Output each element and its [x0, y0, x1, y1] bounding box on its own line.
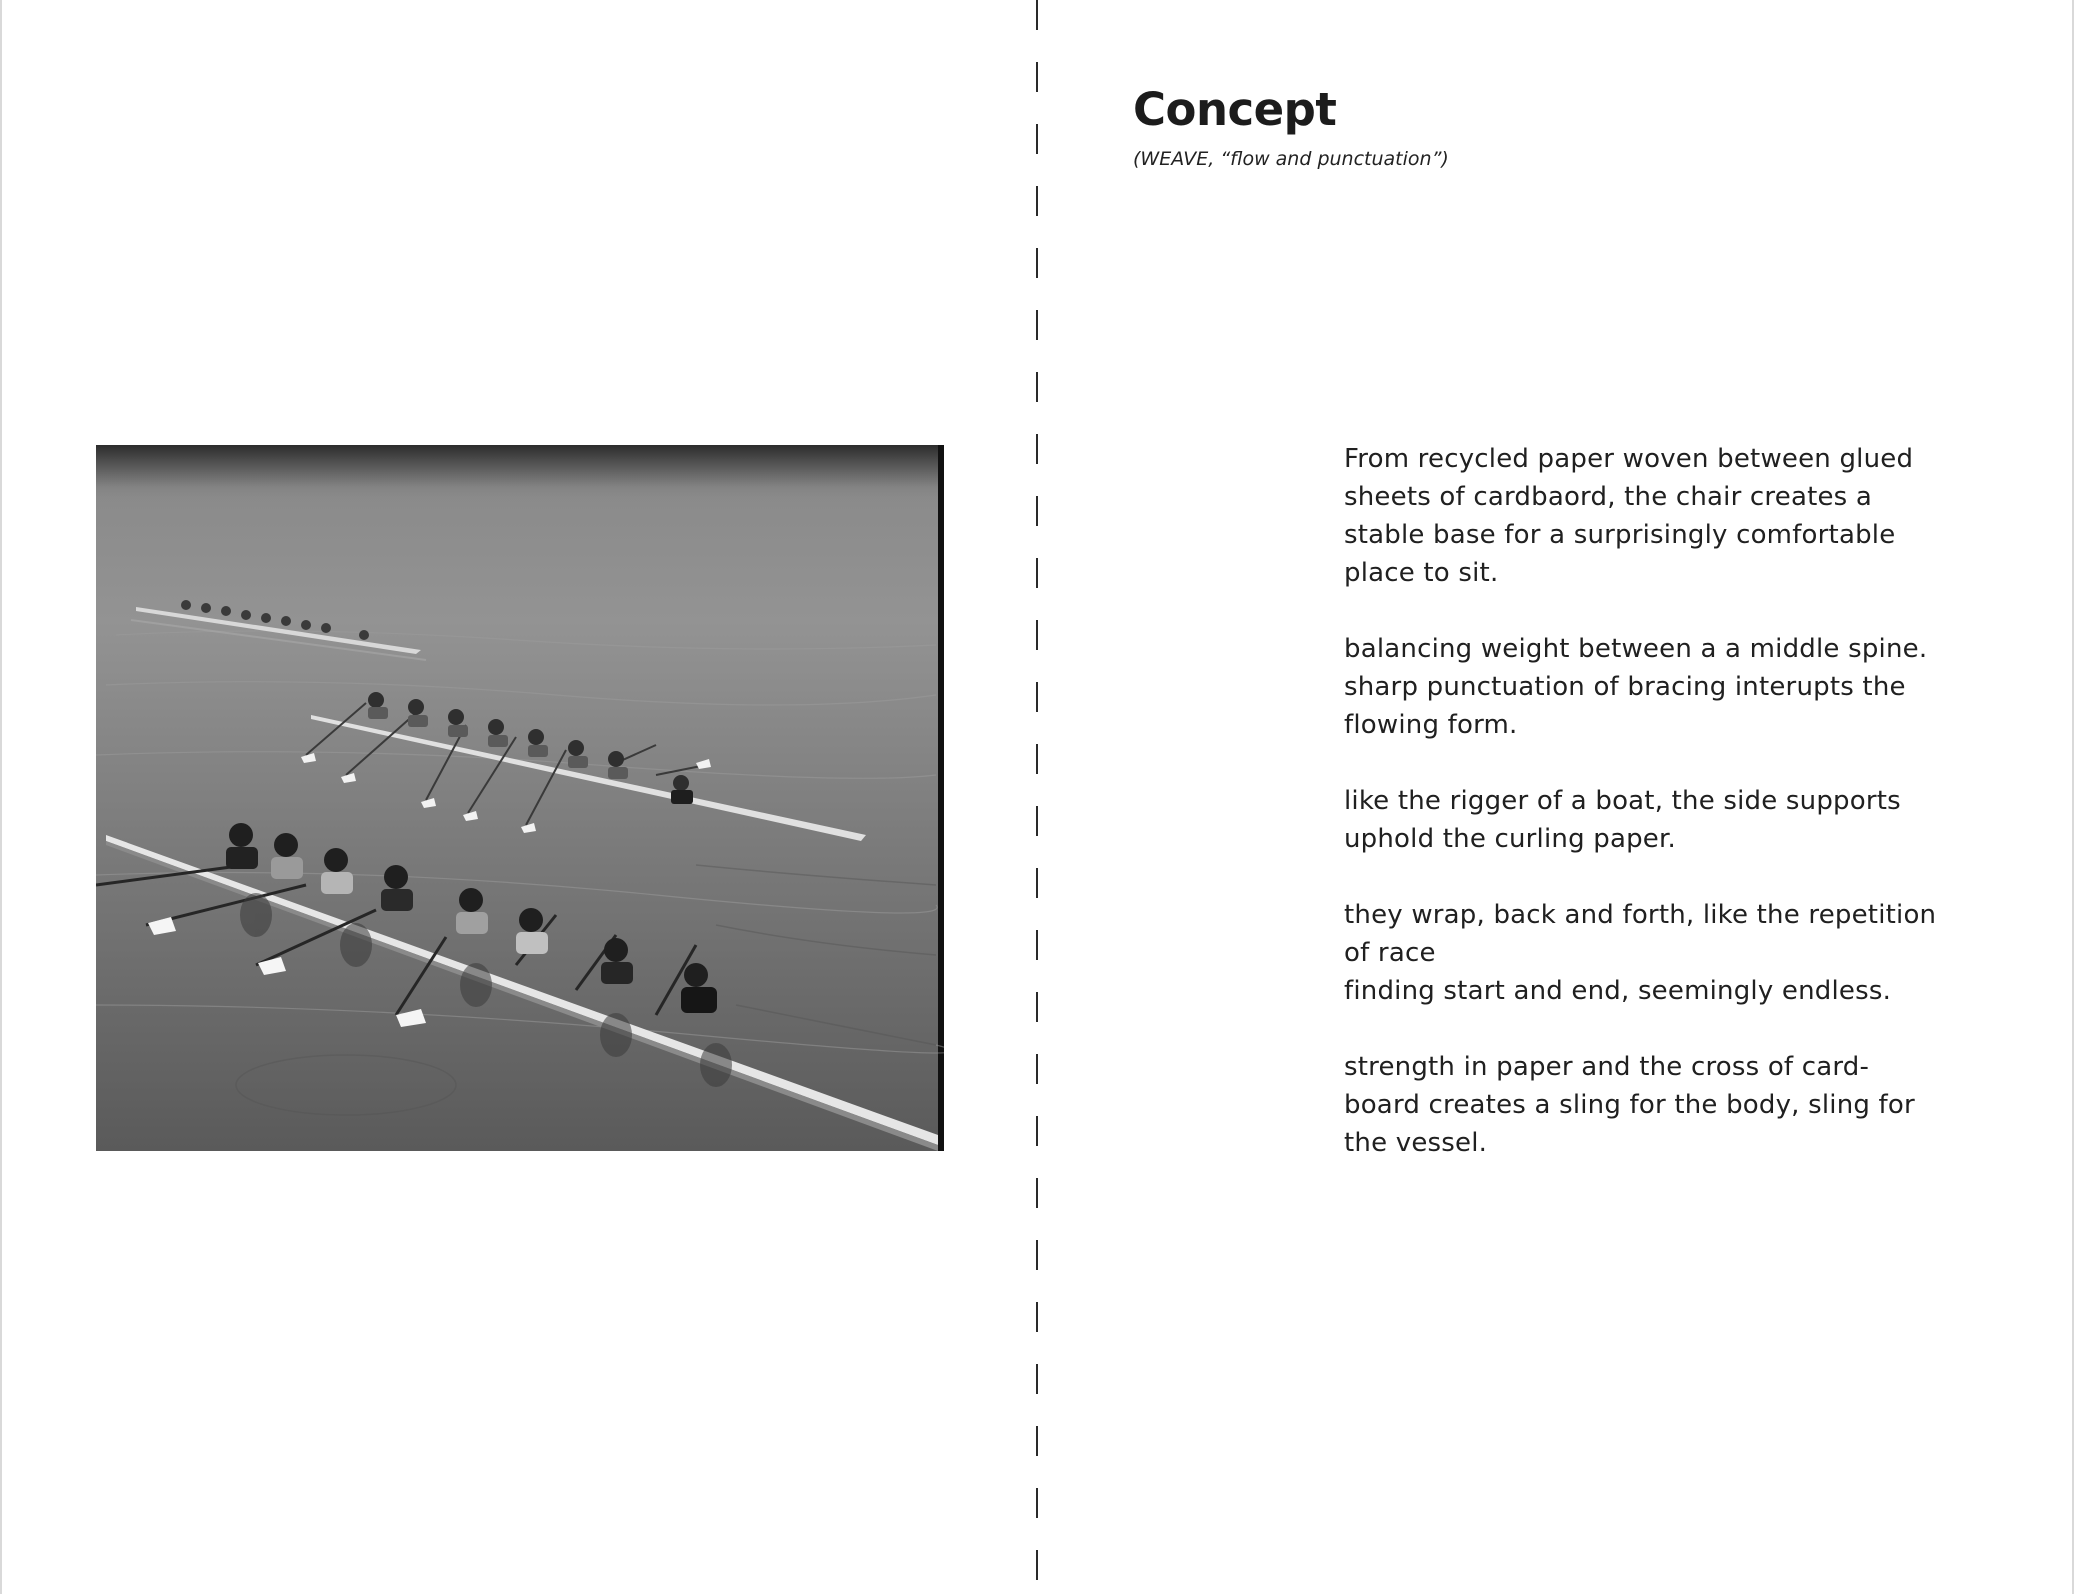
- text-line: flowing form.: [1344, 710, 1518, 740]
- page-edge-right: [2072, 0, 2074, 1594]
- page-title: Concept: [1133, 83, 1337, 136]
- rowing-photo: [96, 445, 944, 1151]
- text-line: like the rigger of a boat, the side supports: [1344, 786, 1901, 816]
- text-line: board creates a sling for the body, sling for: [1344, 1090, 1915, 1120]
- text-line: From recycled paper woven between glued: [1344, 444, 1914, 474]
- paragraph-4: [1344, 896, 2004, 1010]
- paragraph-5: [1344, 1048, 2004, 1162]
- concept-body-text: [1344, 440, 2004, 1200]
- text-line: they wrap, back and forth, like the repetition: [1344, 900, 1937, 930]
- text-line: balancing weight between a a middle spine.: [1344, 634, 1928, 664]
- text-line: uphold the curling paper.: [1344, 824, 1676, 854]
- page-subtitle: (WEAVE, “flow and punctuation”): [1133, 148, 1449, 170]
- text-line: place to sit.: [1344, 558, 1499, 588]
- text-line: sheets of cardbaord, the chair creates a: [1344, 482, 1873, 512]
- text-line: the vessel.: [1344, 1128, 1488, 1158]
- text-line: stable base for a surprisingly comfortable: [1344, 520, 1896, 550]
- paragraph-2: [1344, 630, 2004, 744]
- paragraph-3: [1344, 782, 2004, 858]
- paragraph-1: [1344, 440, 2004, 592]
- text-line: of race: [1344, 938, 1436, 968]
- text-line: finding start and end, seemingly endless.: [1344, 976, 1892, 1006]
- treeline-mist: [96, 445, 944, 505]
- page-edge-left: [0, 0, 2, 1594]
- text-line: strength in paper and the cross of card-: [1344, 1052, 1870, 1082]
- photo-right-border: [938, 445, 944, 1151]
- water-surface: [96, 445, 944, 1151]
- text-line: sharp punctuation of bracing interupts the: [1344, 672, 1906, 702]
- center-fold-dashed-line: [1036, 0, 1038, 1594]
